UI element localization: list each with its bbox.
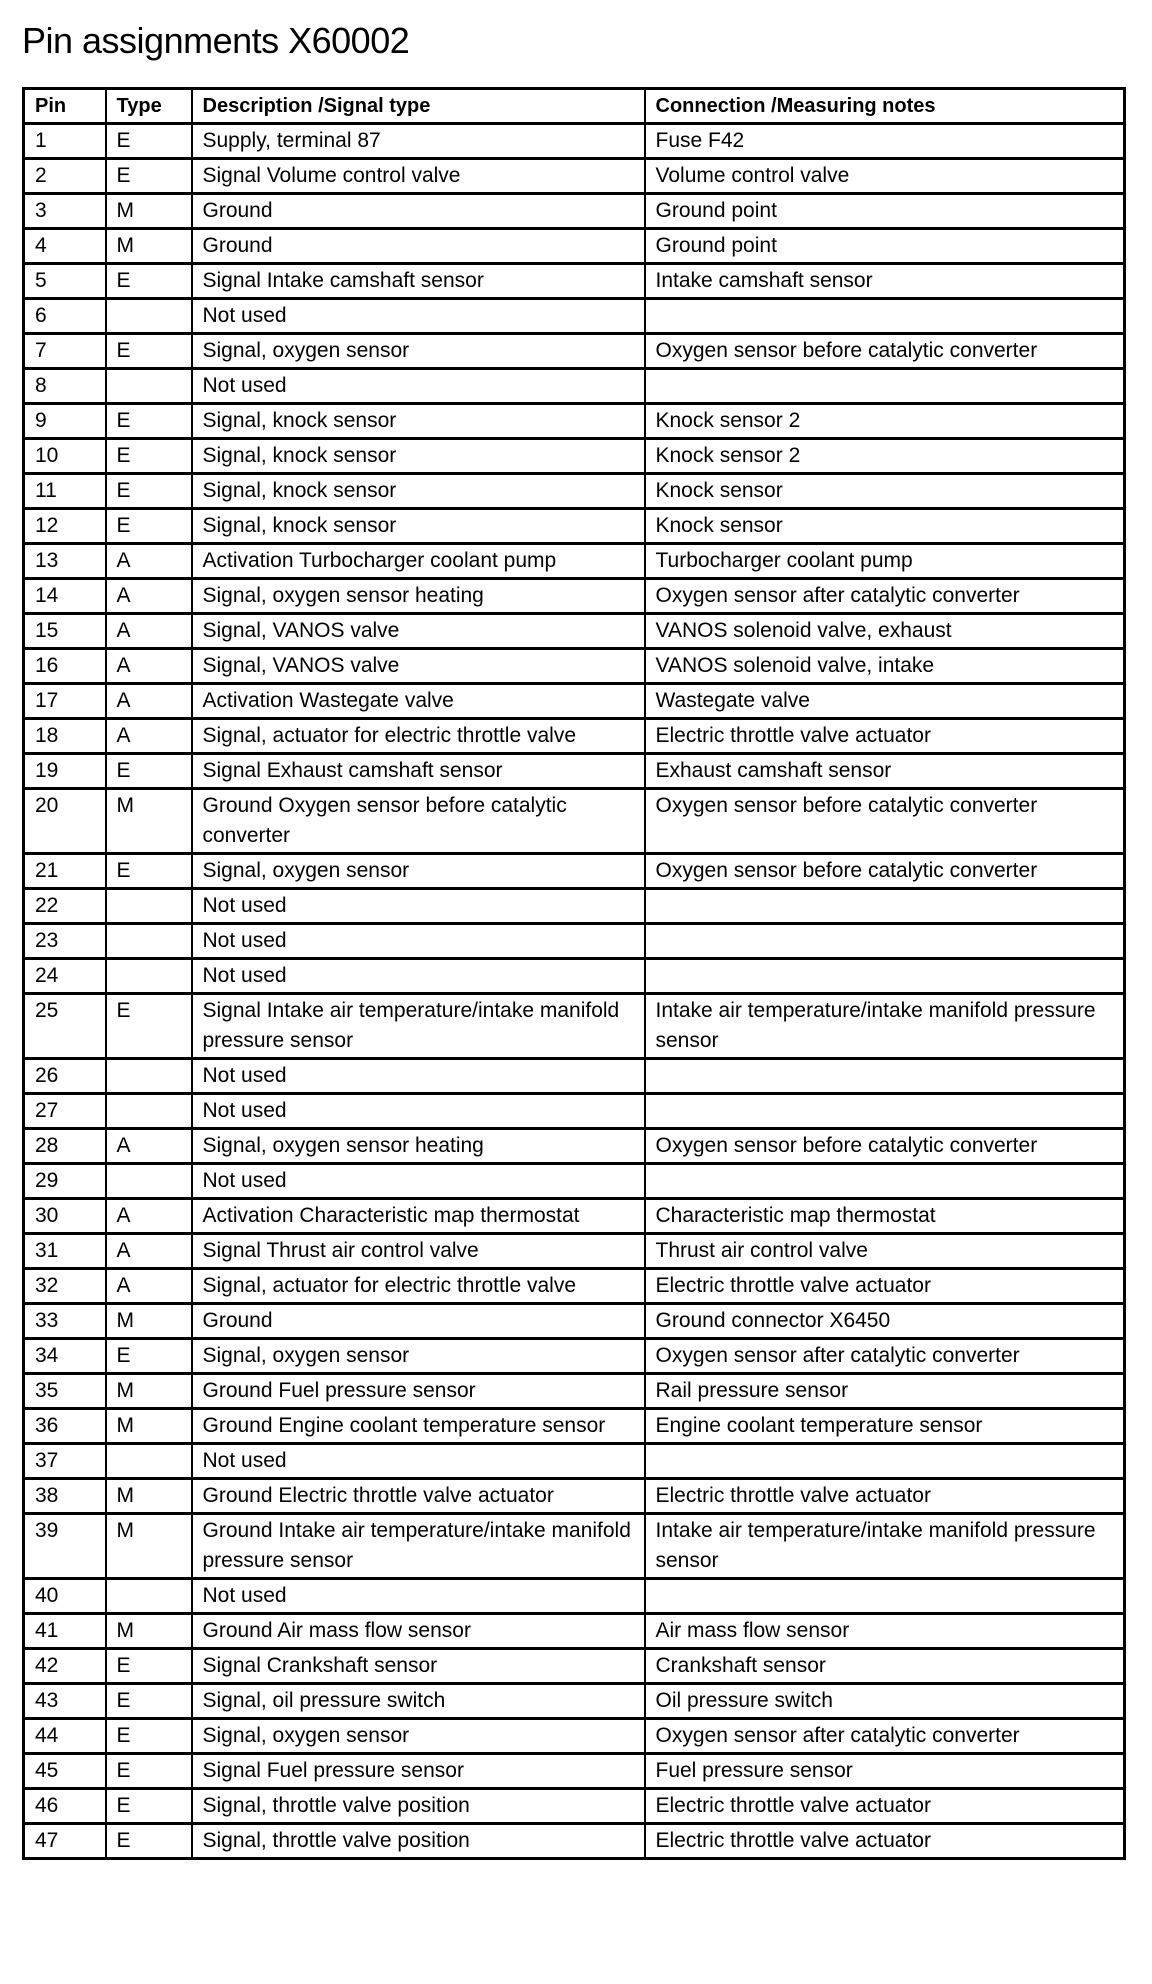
pin-cell: 7 (24, 334, 106, 369)
description-cell: Not used (192, 889, 645, 924)
type-cell: E (106, 439, 192, 474)
pin-cell: 33 (24, 1304, 106, 1339)
pin-cell: 9 (24, 404, 106, 439)
description-cell: Signal, oxygen sensor (192, 334, 645, 369)
connection-cell: Knock sensor (645, 509, 1125, 544)
description-cell: Signal, oxygen sensor (192, 1719, 645, 1754)
description-cell: Activation Turbocharger coolant pump (192, 544, 645, 579)
connection-cell: Fuse F42 (645, 124, 1125, 159)
header-connection: Connection /Measuring notes (645, 89, 1125, 124)
pin-cell: 35 (24, 1374, 106, 1409)
table-row (24, 1649, 1125, 1684)
table-row (24, 1129, 1125, 1164)
description-cell: Ground Engine coolant temperature sensor (192, 1409, 645, 1444)
table-row (24, 754, 1125, 789)
type-cell: M (106, 1514, 192, 1579)
type-cell (106, 924, 192, 959)
table-row (24, 889, 1125, 924)
pin-cell: 19 (24, 754, 106, 789)
connection-cell: Electric throttle valve actuator (645, 1789, 1125, 1824)
table-row (24, 789, 1125, 854)
connection-cell: Fuel pressure sensor (645, 1754, 1125, 1789)
pin-cell: 38 (24, 1479, 106, 1514)
type-cell: A (106, 579, 192, 614)
description-cell: Ground Air mass flow sensor (192, 1614, 645, 1649)
type-cell: A (106, 1129, 192, 1164)
table-row (24, 1579, 1125, 1614)
type-cell: E (106, 1339, 192, 1374)
description-cell: Not used (192, 924, 645, 959)
pin-cell: 29 (24, 1164, 106, 1199)
table-row (24, 1719, 1125, 1754)
pin-cell: 3 (24, 194, 106, 229)
table-row (24, 854, 1125, 889)
connection-cell (645, 299, 1125, 334)
connection-cell (645, 924, 1125, 959)
connection-cell: Wastegate valve (645, 684, 1125, 719)
connection-cell: Intake air temperature/intake manifold pressure sensor (645, 994, 1125, 1059)
description-cell: Not used (192, 959, 645, 994)
description-cell: Signal Intake camshaft sensor (192, 264, 645, 299)
connection-cell: Volume control valve (645, 159, 1125, 194)
pin-cell: 42 (24, 1649, 106, 1684)
connection-cell (645, 1444, 1125, 1479)
description-cell: Ground Intake air temperature/intake manifold pressure sensor (192, 1514, 645, 1579)
description-cell: Signal Crankshaft sensor (192, 1649, 645, 1684)
table-row (24, 1199, 1125, 1234)
table-row (24, 439, 1125, 474)
table-row (24, 1824, 1125, 1859)
table-body (24, 124, 1125, 1859)
type-cell (106, 959, 192, 994)
connection-cell: Intake air temperature/intake manifold pressure sensor (645, 1514, 1125, 1579)
table-row (24, 1789, 1125, 1824)
connection-cell: Knock sensor 2 (645, 404, 1125, 439)
description-cell: Signal Thrust air control valve (192, 1234, 645, 1269)
description-cell: Not used (192, 299, 645, 334)
pin-assignment-table (22, 87, 1126, 1860)
pin-cell: 46 (24, 1789, 106, 1824)
description-cell: Ground (192, 1304, 645, 1339)
pin-cell: 40 (24, 1579, 106, 1614)
connection-cell: Air mass flow sensor (645, 1614, 1125, 1649)
header-type: Type (106, 89, 192, 124)
description-cell: Activation Characteristic map thermostat (192, 1199, 645, 1234)
description-cell: Signal, VANOS valve (192, 614, 645, 649)
table-row (24, 299, 1125, 334)
pin-cell: 43 (24, 1684, 106, 1719)
type-cell: A (106, 649, 192, 684)
description-cell: Signal, actuator for electric throttle valve (192, 1269, 645, 1304)
pin-cell: 10 (24, 439, 106, 474)
connection-cell: Exhaust camshaft sensor (645, 754, 1125, 789)
pin-cell: 4 (24, 229, 106, 264)
type-cell: M (106, 1409, 192, 1444)
type-cell (106, 1094, 192, 1129)
header-description: Description /Signal type (192, 89, 645, 124)
pin-cell: 31 (24, 1234, 106, 1269)
type-cell: M (106, 229, 192, 264)
description-cell: Not used (192, 369, 645, 404)
description-cell: Ground Oxygen sensor before catalytic converter (192, 789, 645, 854)
type-cell: A (106, 1269, 192, 1304)
description-cell: Signal, oil pressure switch (192, 1684, 645, 1719)
pin-cell: 36 (24, 1409, 106, 1444)
table-row (24, 719, 1125, 754)
connection-cell (645, 1164, 1125, 1199)
type-cell: E (106, 509, 192, 544)
pin-cell: 24 (24, 959, 106, 994)
connection-cell (645, 1059, 1125, 1094)
description-cell: Signal Intake air temperature/intake manifold pressure sensor (192, 994, 645, 1059)
table-row (24, 1684, 1125, 1719)
type-cell: E (106, 1754, 192, 1789)
description-cell: Signal, throttle valve position (192, 1824, 645, 1859)
connection-cell (645, 1094, 1125, 1129)
description-cell: Signal, throttle valve position (192, 1789, 645, 1824)
pin-cell: 30 (24, 1199, 106, 1234)
description-cell: Signal, oxygen sensor heating (192, 1129, 645, 1164)
type-cell: E (106, 334, 192, 369)
table-row (24, 1374, 1125, 1409)
connection-cell: Oxygen sensor after catalytic converter (645, 1719, 1125, 1754)
type-cell: E (106, 474, 192, 509)
description-cell: Signal Exhaust camshaft sensor (192, 754, 645, 789)
table-row (24, 579, 1125, 614)
description-cell: Signal, VANOS valve (192, 649, 645, 684)
pin-cell: 13 (24, 544, 106, 579)
type-cell: A (106, 544, 192, 579)
connection-cell: Crankshaft sensor (645, 1649, 1125, 1684)
type-cell: A (106, 719, 192, 754)
type-cell: A (106, 684, 192, 719)
page-title: Pin assignments X60002 (22, 20, 410, 61)
pin-cell: 17 (24, 684, 106, 719)
type-cell (106, 1579, 192, 1614)
connection-cell: Electric throttle valve actuator (645, 1479, 1125, 1514)
type-cell: E (106, 264, 192, 299)
connection-cell: Knock sensor (645, 474, 1125, 509)
connection-cell: Electric throttle valve actuator (645, 1824, 1125, 1859)
table-row (24, 404, 1125, 439)
description-cell: Signal, knock sensor (192, 439, 645, 474)
type-cell: E (106, 994, 192, 1059)
table-row (24, 1094, 1125, 1129)
connection-cell: Thrust air control valve (645, 1234, 1125, 1269)
connection-cell: VANOS solenoid valve, exhaust (645, 614, 1125, 649)
table-row (24, 159, 1125, 194)
table-row (24, 264, 1125, 299)
connection-cell: Oxygen sensor before catalytic converter (645, 854, 1125, 889)
connection-cell (645, 1579, 1125, 1614)
pin-cell: 5 (24, 264, 106, 299)
pin-cell: 11 (24, 474, 106, 509)
table-row (24, 1444, 1125, 1479)
description-cell: Signal, knock sensor (192, 509, 645, 544)
type-cell: M (106, 789, 192, 854)
pin-cell: 22 (24, 889, 106, 924)
description-cell: Supply, terminal 87 (192, 124, 645, 159)
type-cell: E (106, 1684, 192, 1719)
type-cell: A (106, 1199, 192, 1234)
type-cell (106, 889, 192, 924)
description-cell: Signal, oxygen sensor heating (192, 579, 645, 614)
connection-cell: Electric throttle valve actuator (645, 719, 1125, 754)
type-cell: E (106, 159, 192, 194)
connection-cell: Oxygen sensor before catalytic converter (645, 789, 1125, 854)
pin-cell: 39 (24, 1514, 106, 1579)
type-cell: E (106, 1789, 192, 1824)
type-cell: E (106, 854, 192, 889)
connection-cell: VANOS solenoid valve, intake (645, 649, 1125, 684)
type-cell: E (106, 1719, 192, 1754)
table-row (24, 994, 1125, 1059)
connection-cell (645, 959, 1125, 994)
pin-cell: 20 (24, 789, 106, 854)
table-row (24, 369, 1125, 404)
table-row (24, 1409, 1125, 1444)
table-row (24, 1754, 1125, 1789)
connection-cell: Oil pressure switch (645, 1684, 1125, 1719)
pin-cell: 23 (24, 924, 106, 959)
table-row (24, 924, 1125, 959)
type-cell: E (106, 404, 192, 439)
table-row (24, 1059, 1125, 1094)
table-row (24, 1614, 1125, 1649)
pin-cell: 25 (24, 994, 106, 1059)
table-row (24, 1234, 1125, 1269)
table-row (24, 1339, 1125, 1374)
table-row (24, 334, 1125, 369)
table-row (24, 1269, 1125, 1304)
pin-cell: 2 (24, 159, 106, 194)
type-cell: E (106, 1824, 192, 1859)
type-cell: A (106, 1234, 192, 1269)
description-cell: Ground (192, 229, 645, 264)
type-cell (106, 299, 192, 334)
connection-cell: Engine coolant temperature sensor (645, 1409, 1125, 1444)
table-row (24, 684, 1125, 719)
table-row (24, 474, 1125, 509)
table-row (24, 229, 1125, 264)
connection-cell: Rail pressure sensor (645, 1374, 1125, 1409)
description-cell: Signal, oxygen sensor (192, 1339, 645, 1374)
table-row (24, 1164, 1125, 1199)
description-cell: Ground Electric throttle valve actuator (192, 1479, 645, 1514)
type-cell: M (106, 1614, 192, 1649)
pin-cell: 12 (24, 509, 106, 544)
description-cell: Not used (192, 1444, 645, 1479)
pin-cell: 37 (24, 1444, 106, 1479)
table-row (24, 649, 1125, 684)
table-row (24, 959, 1125, 994)
pin-cell: 47 (24, 1824, 106, 1859)
pin-cell: 14 (24, 579, 106, 614)
description-cell: Signal Fuel pressure sensor (192, 1754, 645, 1789)
connection-cell (645, 889, 1125, 924)
type-cell: E (106, 124, 192, 159)
type-cell: M (106, 194, 192, 229)
type-cell: M (106, 1304, 192, 1339)
description-cell: Not used (192, 1094, 645, 1129)
connection-cell (645, 369, 1125, 404)
description-cell: Not used (192, 1579, 645, 1614)
pin-cell: 6 (24, 299, 106, 334)
description-cell: Not used (192, 1059, 645, 1094)
description-cell: Not used (192, 1164, 645, 1199)
pin-cell: 32 (24, 1269, 106, 1304)
pin-cell: 44 (24, 1719, 106, 1754)
connection-cell: Electric throttle valve actuator (645, 1269, 1125, 1304)
connection-cell: Ground connector X6450 (645, 1304, 1125, 1339)
pin-cell: 18 (24, 719, 106, 754)
connection-cell: Ground point (645, 229, 1125, 264)
type-cell: A (106, 614, 192, 649)
header-pin: Pin (24, 89, 106, 124)
connection-cell: Knock sensor 2 (645, 439, 1125, 474)
pin-cell: 27 (24, 1094, 106, 1129)
type-cell: E (106, 1649, 192, 1684)
type-cell (106, 1444, 192, 1479)
description-cell: Ground Fuel pressure sensor (192, 1374, 645, 1409)
table-row (24, 194, 1125, 229)
pin-cell: 28 (24, 1129, 106, 1164)
type-cell (106, 1164, 192, 1199)
description-cell: Signal, knock sensor (192, 404, 645, 439)
table-row (24, 1479, 1125, 1514)
connection-cell: Intake camshaft sensor (645, 264, 1125, 299)
connection-cell: Oxygen sensor after catalytic converter (645, 1339, 1125, 1374)
pin-cell: 16 (24, 649, 106, 684)
table-row (24, 509, 1125, 544)
table-row (24, 614, 1125, 649)
description-cell: Signal, knock sensor (192, 474, 645, 509)
pin-cell: 21 (24, 854, 106, 889)
connection-cell: Oxygen sensor after catalytic converter (645, 579, 1125, 614)
description-cell: Signal, oxygen sensor (192, 854, 645, 889)
type-cell: E (106, 754, 192, 789)
description-cell: Ground (192, 194, 645, 229)
table-row (24, 1304, 1125, 1339)
pin-cell: 41 (24, 1614, 106, 1649)
description-cell: Signal, actuator for electric throttle valve (192, 719, 645, 754)
pin-cell: 1 (24, 124, 106, 159)
pin-cell: 26 (24, 1059, 106, 1094)
pin-cell: 34 (24, 1339, 106, 1374)
pin-cell: 8 (24, 369, 106, 404)
connection-cell: Oxygen sensor before catalytic converter (645, 1129, 1125, 1164)
type-cell: M (106, 1374, 192, 1409)
pin-cell: 15 (24, 614, 106, 649)
type-cell (106, 369, 192, 404)
connection-cell: Ground point (645, 194, 1125, 229)
connection-cell: Oxygen sensor before catalytic converter (645, 334, 1125, 369)
connection-cell: Turbocharger coolant pump (645, 544, 1125, 579)
table-header-row (24, 89, 1125, 124)
type-cell (106, 1059, 192, 1094)
type-cell: M (106, 1479, 192, 1514)
table-row (24, 124, 1125, 159)
description-cell: Activation Wastegate valve (192, 684, 645, 719)
description-cell: Signal Volume control valve (192, 159, 645, 194)
pin-cell: 45 (24, 1754, 106, 1789)
connection-cell: Characteristic map thermostat (645, 1199, 1125, 1234)
table-row (24, 544, 1125, 579)
table-row (24, 1514, 1125, 1579)
